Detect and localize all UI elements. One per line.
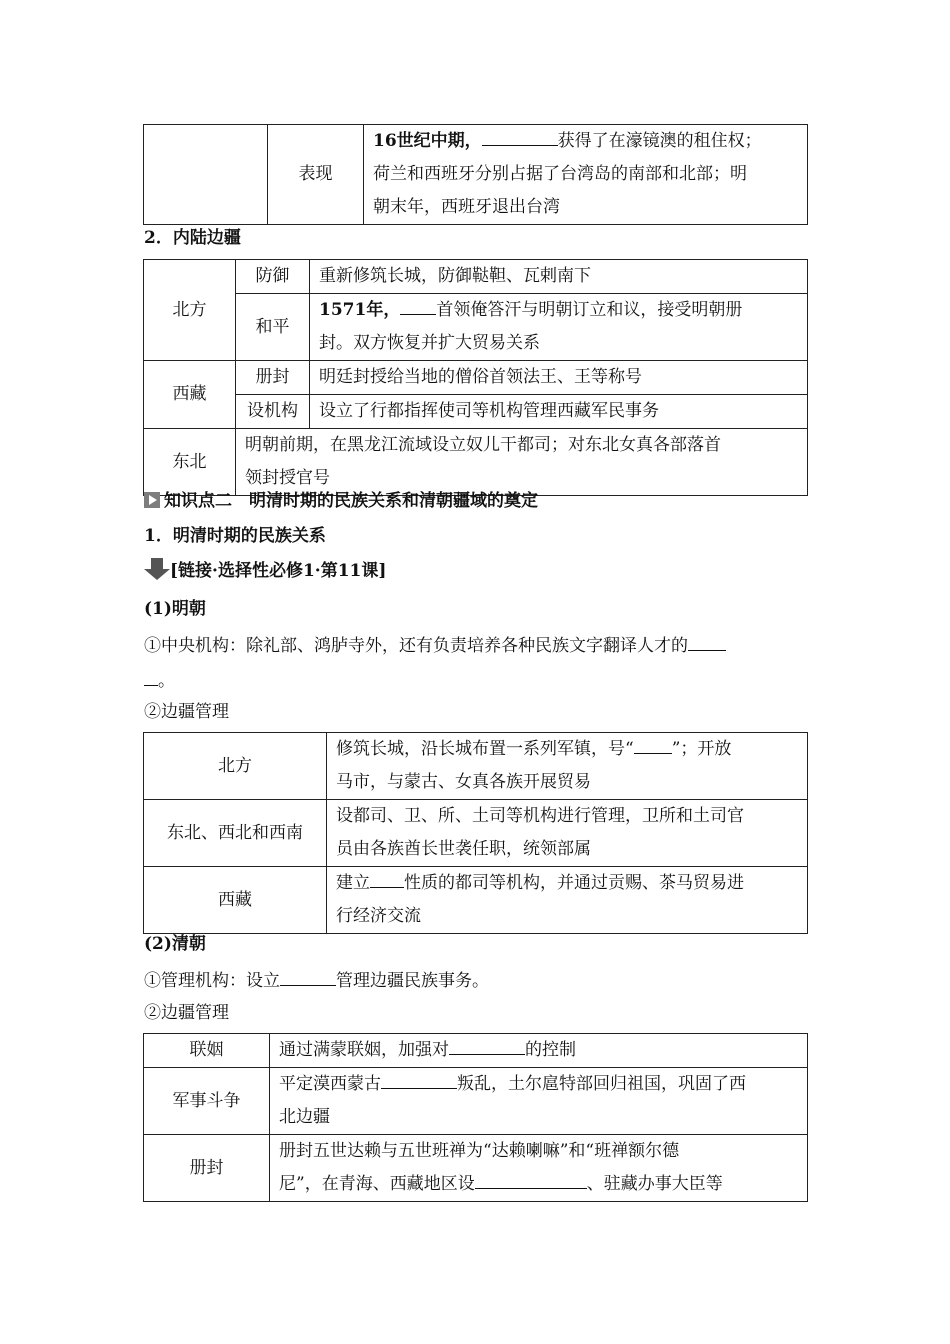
section-heading-inland: 2．内陆边疆 xyxy=(144,228,241,248)
text-dutch-spanish: 荷兰和西班牙分别占据了台湾岛的南部和北部；明 xyxy=(373,164,747,184)
text-qinghai-tibet: 尼”，在青海、西藏地区设 xyxy=(279,1174,475,1194)
text-commanderies: 设都司、卫、所、土司等机构进行管理，卫所和土司官 xyxy=(336,806,744,826)
ming-central-line xyxy=(144,632,808,658)
table-ming-frontier xyxy=(143,732,808,934)
cell-canonize: 册封 xyxy=(236,361,310,395)
cell-ming-tibet-text xyxy=(327,867,808,934)
knowledge-point-text: 知识点二 明清时期的民族关系和清朝疆域的奠定 xyxy=(164,491,538,511)
ming-border-heading: ②边疆管理 xyxy=(144,702,229,722)
text-torghut: 叛乱，土尔扈特部回归祖国，巩固了西 xyxy=(457,1074,746,1094)
cell-military-text xyxy=(270,1068,808,1135)
text-open: ”；开放 xyxy=(671,739,732,759)
fill-blank xyxy=(280,967,336,986)
text-trade-restore: 封。双方恢复并扩大贸易关系 xyxy=(319,333,540,353)
cell-northeast-text xyxy=(236,429,808,496)
text-late-ming: 朝末年，西班牙退出台湾 xyxy=(373,197,560,217)
knowledge-point-title xyxy=(144,489,538,513)
qing-border-heading: ②边疆管理 xyxy=(144,1003,229,1023)
cell-ming-tibet: 西藏 xyxy=(144,867,327,934)
fill-blank xyxy=(688,632,726,651)
text-official-titles: 领封授官号 xyxy=(245,468,330,488)
cell-ming-nw: 东北、西北和西南 xyxy=(144,800,327,867)
table-qing-frontier xyxy=(143,1033,808,1202)
cell-canonize-text: 明廷封授给当地的僧俗首领法王、王等称号 xyxy=(310,361,808,395)
text-tea-horse: 性质的都司等机构，并通过贡赐、茶马贸易进 xyxy=(404,873,744,893)
link-reference xyxy=(144,558,386,583)
cell-north: 北方 xyxy=(144,260,236,361)
cell-institution: 设机构 xyxy=(236,395,310,429)
text-dalai-panchen: 册封五世达赖与五世班禅为“达赖喇嘛”和“班禅额尔德 xyxy=(279,1141,680,1161)
cell-ming-nw-text xyxy=(327,800,808,867)
play-triangle-icon xyxy=(144,492,160,508)
text-establish: 建立 xyxy=(336,873,370,893)
text-1571: 1571年， xyxy=(319,300,401,320)
table-inland-frontier xyxy=(143,259,808,496)
fill-blank xyxy=(449,1036,525,1055)
qing-admin-line xyxy=(144,967,489,993)
text-economic-exchange: 行经济交流 xyxy=(336,906,421,926)
cell-military: 军事斗争 xyxy=(144,1068,270,1135)
cell-peace-text xyxy=(310,294,808,361)
text-control: 的控制 xyxy=(525,1040,576,1060)
text-great-wall: 修筑长城，沿长城布置一系列军镇，号“ xyxy=(336,739,634,759)
text-altan-khan: 首领俺答汗与明朝订立和议，接受明朝册 xyxy=(436,300,743,320)
qing-admin-text-b: 管理边疆民族事务。 xyxy=(336,970,489,991)
cell-qing-canonize-text xyxy=(270,1135,808,1202)
cell-ming-north-text xyxy=(327,733,808,800)
ming-heading: (1)明朝 xyxy=(144,599,206,619)
cell-performance-text xyxy=(364,125,808,225)
cell-institution-text: 设立了行都指挥使司等机构管理西藏军民事务 xyxy=(310,395,808,429)
text-manchu-mongol: 通过满蒙联姻，加强对 xyxy=(279,1040,449,1060)
table-coastal-continuation xyxy=(143,124,808,225)
cell-northeast: 东北 xyxy=(144,429,236,496)
fill-blank xyxy=(381,1070,457,1089)
cell-defense: 防御 xyxy=(236,260,310,294)
cell-defense-text: 重新修筑长城，防御鞑靼、瓦剌南下 xyxy=(310,260,808,294)
qing-heading: (2)清朝 xyxy=(144,934,206,954)
text-nw-frontier: 北边疆 xyxy=(279,1107,330,1127)
cell-qing-canonize: 册封 xyxy=(144,1135,270,1202)
text-amban: 、驻藏办事大臣等 xyxy=(586,1174,723,1194)
qing-admin-text-a: ①管理机构：设立 xyxy=(144,970,280,991)
link-text: [链接·选择性必修1·第11课] xyxy=(170,561,387,581)
fill-blank xyxy=(370,869,404,888)
cell-peace: 和平 xyxy=(236,294,310,361)
empty-cell xyxy=(144,125,268,225)
cell-label-performance: 表现 xyxy=(268,125,364,225)
cell-marriage: 联姻 xyxy=(144,1034,270,1068)
cell-marriage-text xyxy=(270,1034,808,1068)
ming-central-line2 xyxy=(144,667,175,693)
text-16th-century: 16世纪中期， xyxy=(373,131,482,151)
fill-blank xyxy=(634,735,672,754)
fill-blank xyxy=(482,127,558,146)
text-west-mongol: 平定漠西蒙古 xyxy=(279,1074,381,1094)
ming-central-text: ①中央机构：除礼部、鸿胪寺外，还有负责培养各种民族文字翻译人才的 xyxy=(144,635,688,656)
text-lease: 获得了在濠镜澳的租住权； xyxy=(557,131,762,151)
fill-blank xyxy=(475,1170,587,1189)
down-arrow-icon xyxy=(144,558,170,580)
fill-blank xyxy=(400,296,436,315)
text-hereditary: 员由各族酋长世袭任职，统领部属 xyxy=(336,839,591,859)
text-horse-market: 马市，与蒙古、女真各族开展贸易 xyxy=(336,772,591,792)
fill-blank xyxy=(144,667,158,686)
cell-tibet: 西藏 xyxy=(144,361,236,429)
text-nurgan: 明朝前期，在黑龙江流域设立奴儿干都司；对东北女真各部落首 xyxy=(245,435,721,455)
ming-central-end: 。 xyxy=(158,670,175,691)
cell-ming-north: 北方 xyxy=(144,733,327,800)
section-heading-relations: 1．明清时期的民族关系 xyxy=(144,526,326,546)
